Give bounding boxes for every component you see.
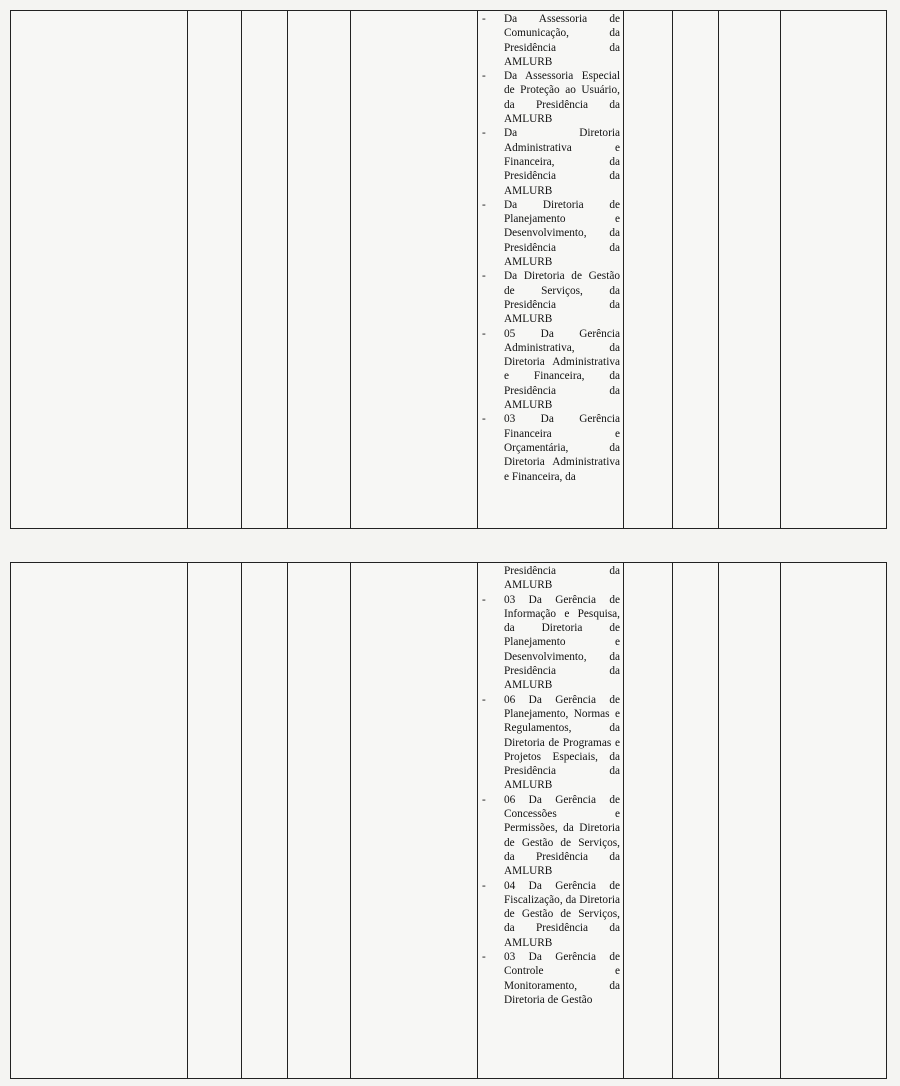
list-item bbox=[478, 126, 620, 197]
column-divider bbox=[672, 11, 673, 528]
list-marker: - bbox=[482, 793, 486, 806]
continued-text: Presidência da AMLURB bbox=[504, 565, 620, 592]
list-item bbox=[478, 69, 620, 126]
column-divider bbox=[187, 11, 188, 528]
list-item-text: 03 Da Gerência de Controle e Monitoramento, da Diretoria de Gestão bbox=[504, 951, 620, 1006]
list-marker: - bbox=[482, 413, 486, 426]
list-item-text: 04 Da Gerência de Fiscalização, da Diretoria de Gestão de Serviços, da Presidência da AMLURB bbox=[504, 879, 620, 949]
column-divider bbox=[287, 563, 288, 1078]
list-marker: - bbox=[482, 879, 486, 892]
list-item-text: 03 Da Gerência de Informação e Pesquisa, da Diretoria de Planejamento e Desenvolvimento, da Presidência da AMLURB bbox=[504, 593, 620, 692]
list-item bbox=[478, 693, 620, 793]
column-divider bbox=[718, 11, 719, 528]
organ-list bbox=[478, 12, 620, 484]
list-item bbox=[478, 793, 620, 879]
list-item bbox=[478, 593, 620, 693]
list-item-text: 06 Da Gerência de Planejamento, Normas e Regulamentos, da Diretoria de Programas e Projetos Especiais, da Presidência da AMLURB bbox=[504, 693, 620, 792]
list-item-text: Da Diretoria de Planejamento e Desenvolvimento, da Presidência da AMLURB bbox=[504, 198, 620, 269]
list-item bbox=[478, 950, 620, 1007]
table-top bbox=[10, 10, 887, 529]
list-item-text: 05 Da Gerência Administrativa, da Diretoria Administrativa e Financeira, da Presidência da AMLURB bbox=[504, 327, 620, 412]
list-item-text: Da Assessoria de Comunicação, da Presidência da AMLURB bbox=[504, 13, 620, 68]
list-marker: - bbox=[482, 693, 486, 706]
list-item-text: 03 Da Gerência Financeira e Orçamentária, da Diretoria Administrativa e Financeira, da bbox=[504, 413, 620, 483]
column-divider bbox=[350, 11, 351, 528]
column-divider bbox=[623, 11, 624, 528]
list-marker: - bbox=[482, 327, 486, 340]
column-divider bbox=[241, 563, 242, 1078]
column-divider bbox=[672, 563, 673, 1078]
list-marker: - bbox=[482, 270, 486, 283]
list-item bbox=[478, 198, 620, 269]
list-marker: - bbox=[482, 593, 486, 606]
column-divider bbox=[780, 563, 781, 1078]
column-divider bbox=[718, 563, 719, 1078]
list-marker: - bbox=[482, 127, 486, 140]
column-divider bbox=[780, 11, 781, 528]
list-item-text: Da Diretoria Administrativa e Financeira, da Presidência da AMLURB bbox=[504, 127, 620, 197]
column-divider bbox=[350, 563, 351, 1078]
table-bottom bbox=[10, 562, 887, 1079]
column-divider bbox=[287, 11, 288, 528]
list-item bbox=[478, 879, 620, 950]
column-divider bbox=[241, 11, 242, 528]
organ-list bbox=[478, 564, 620, 1007]
list-item-text: 06 Da Gerência de Concessões e Permissões, da Diretoria de Gestão de Serviços, da Presidência da AMLURB bbox=[504, 793, 620, 878]
column-divider bbox=[187, 563, 188, 1078]
list-item bbox=[478, 269, 620, 326]
list-marker: - bbox=[482, 70, 486, 83]
list-item bbox=[478, 12, 620, 69]
list-item-text: Da Diretoria de Gestão de Serviços, da Presidência da AMLURB bbox=[504, 270, 620, 326]
column-divider bbox=[623, 563, 624, 1078]
list-marker: - bbox=[482, 198, 486, 211]
list-item-text: Da Assessoria Especial de Proteção ao Usuário, da Presidência da AMLURB bbox=[504, 70, 620, 126]
list-item bbox=[478, 412, 620, 483]
list-marker: - bbox=[482, 951, 486, 964]
list-item bbox=[478, 327, 620, 413]
list-marker: - bbox=[482, 13, 486, 25]
